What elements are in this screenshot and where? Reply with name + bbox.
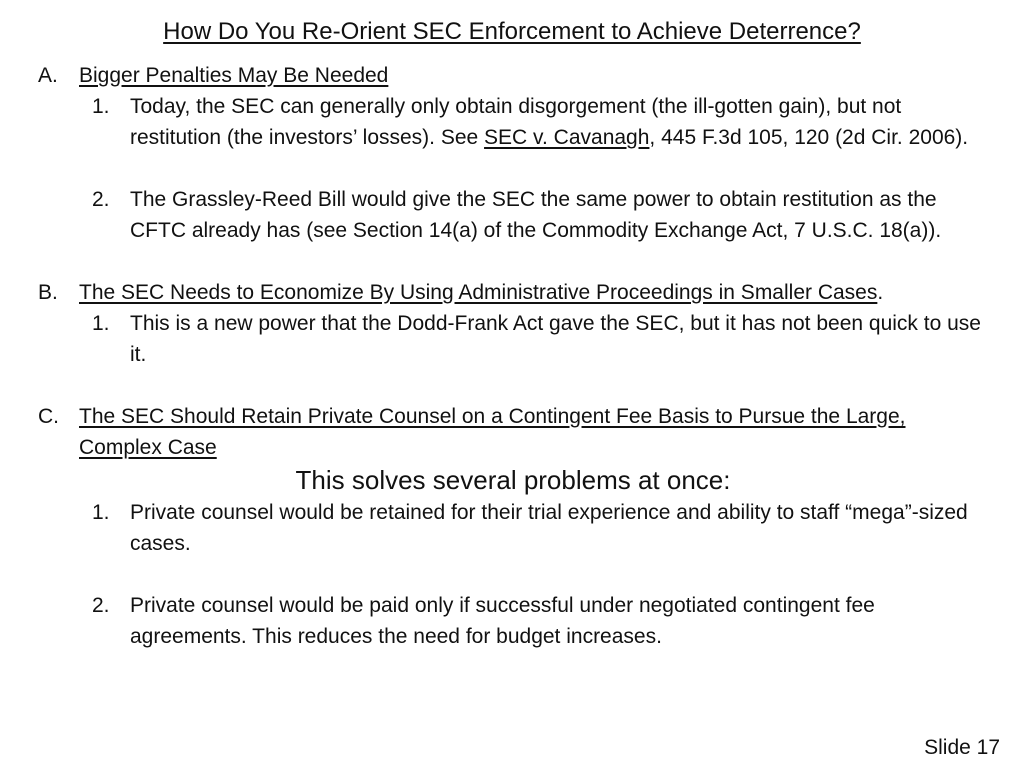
slide-content <box>38 60 988 652</box>
section-b <box>38 277 988 308</box>
list-number: 1. <box>92 312 110 335</box>
section-c <box>38 401 988 463</box>
section-heading: The SEC Needs to Economize By Using Administrative Proceedings in Smaller Cases <box>79 281 878 304</box>
section-a <box>38 60 988 91</box>
spacer <box>38 370 988 401</box>
section-heading: Bigger Penalties May Be Needed <box>79 64 389 87</box>
slide-title: How Do You Re-Orient SEC Enforcement to Achieve Deterrence? <box>163 18 861 45</box>
item-text: Private counsel would be retained for their trial experience and ability to staff “mega”-sized cases. <box>130 501 968 555</box>
list-number: 2. <box>92 594 110 617</box>
heading-suffix: . <box>877 281 884 304</box>
section-marker: B. <box>38 281 58 304</box>
section-subheading: This solves several problems at once: <box>295 465 731 495</box>
item-text: Private counsel would be paid only if successful under negotiated contingent fee agreements. This reduces the need for budget increases. <box>130 594 875 648</box>
section-heading: The SEC Should Retain Private Counsel on a Contingent Fee Basis to Pursue the Large, Complex Case <box>79 405 906 459</box>
case-citation: SEC v. Cavanagh <box>484 126 650 149</box>
spacer <box>38 153 988 184</box>
section-marker: A. <box>38 64 58 87</box>
list-item <box>38 184 988 246</box>
list-item <box>38 497 988 559</box>
list-item <box>38 308 988 370</box>
item-text: , 445 F.3d 105, 120 (2d Cir. 2006). <box>649 126 969 149</box>
slide-number: Slide 17 <box>924 736 1000 759</box>
spacer <box>38 246 988 277</box>
list-number: 1. <box>92 501 110 524</box>
item-text: This is a new power that the Dodd-Frank Act gave the SEC, but it has not been quick to use it. <box>130 312 981 366</box>
section-marker: C. <box>38 405 59 428</box>
spacer <box>38 559 988 590</box>
item-text: The Grassley-Reed Bill would give the SEC the same power to obtain restitution as the CFTC already has (see Section 14(a) of the Commodity Exchange Act, 7 U.S.C. 18(a)). <box>130 188 942 242</box>
list-item <box>38 91 988 153</box>
list-number: 2. <box>92 188 110 211</box>
list-number: 1. <box>92 95 110 118</box>
list-item <box>38 590 988 652</box>
item-text: Today, the SEC can generally only obtain disgorgement (the ill-gotten gain), but not restitution (the investors’ losses). See <box>130 95 902 149</box>
